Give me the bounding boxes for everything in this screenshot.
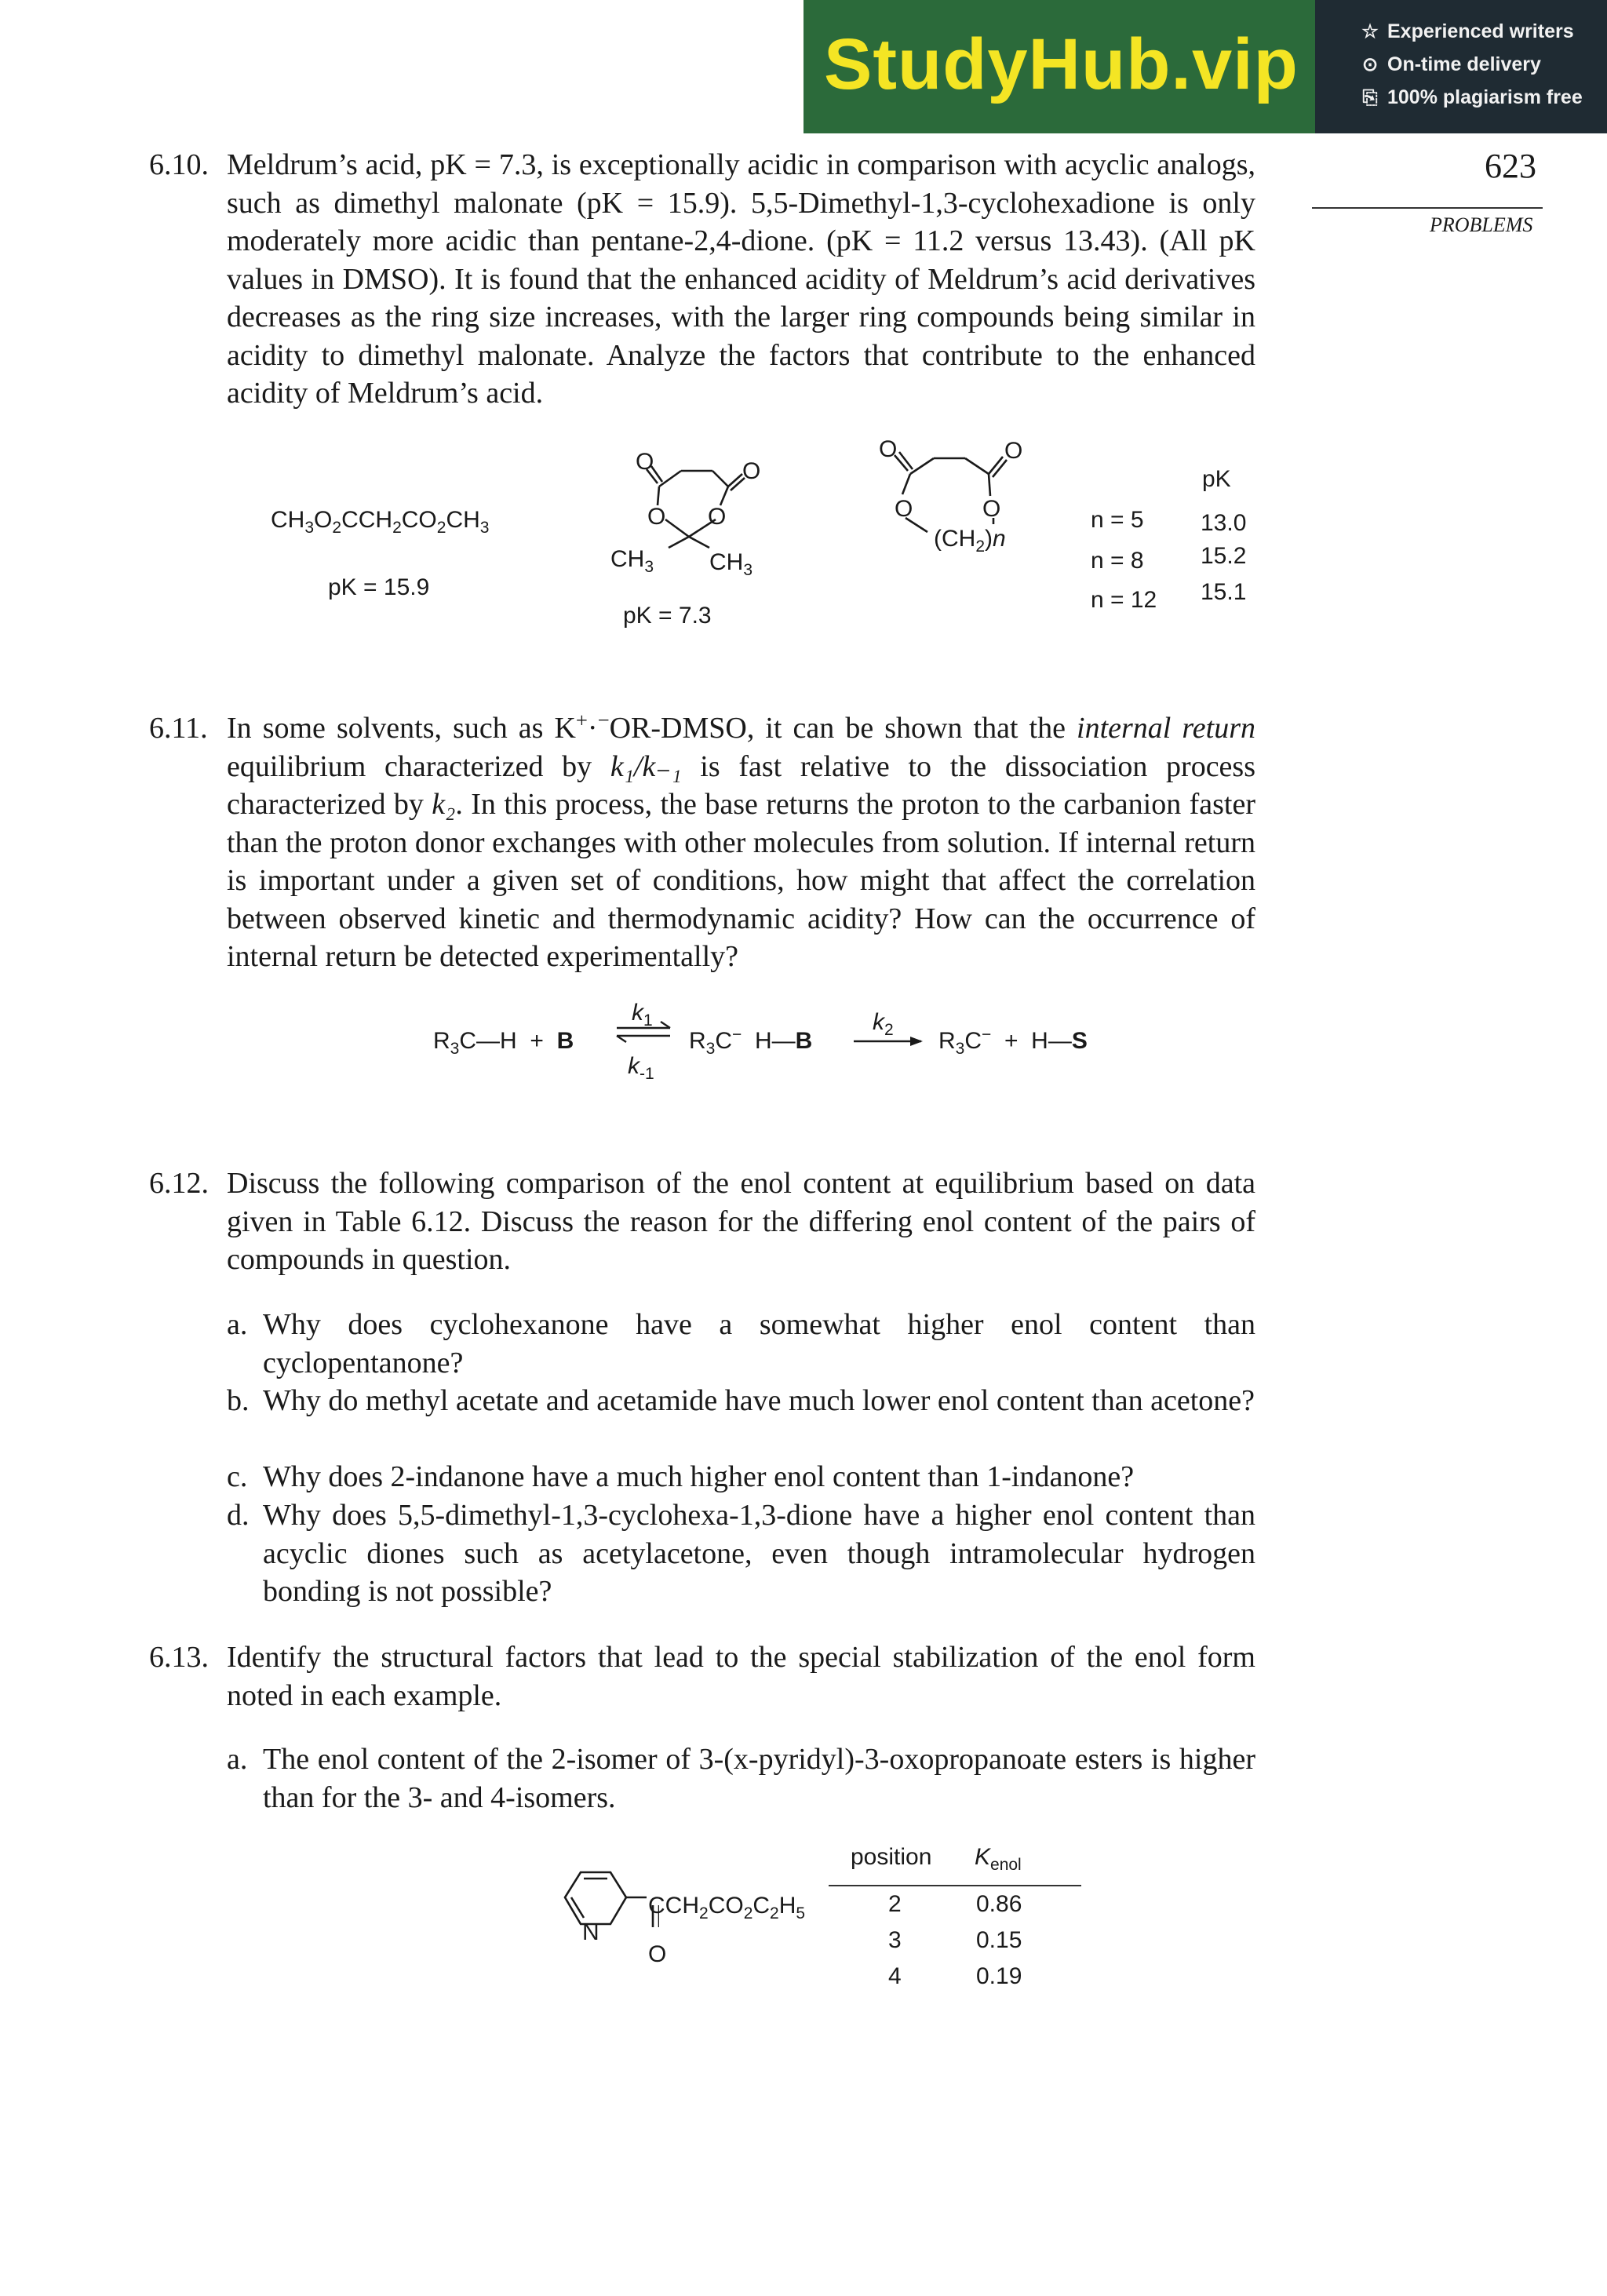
ring-size-n: n = 5	[1091, 507, 1144, 533]
malonate-pk: pK = 15.9	[328, 574, 430, 600]
problem-text: Meldrum’s acid, pK = 7.3, is exceptionally acidic in comparison with acyclic analogs, such as dimethyl malonate (pK = 15.9). 5,5-Dimethyl-1,3-cyclohexadione is only moderately more acidic than pentane-2,4-dione. (pK = 11.2 versus 13.43). (All pK values in DMSO). It is found that the enhanced acidity of Meldrum’s acid derivatives decreases as the ring size increases, with the larger ring compounds being similar in acidity to dimethyl malonate. Analyze the factors that contribute to the enhanced acidity of Meldrum’s acid.	[227, 148, 1255, 410]
problem-text: In some solvents, such as K+·−OR-DMSO, it can be shown that the internal return equilibrium characterized by k₁/k₋₁ is fast relative to the dissociation process characterized by k₂. In this process, the base returns the proton to the carbanion faster than the proton donor exchanges with other molecules from solution. If internal return is important under a given set of conditions, how might that affect the correlation between observed kinetic and thermodynamic acidity? How can the occurrence of internal return be detected experimentally?	[227, 708, 1256, 973]
svg-text:O: O	[708, 504, 727, 530]
meldrum-ch3-right: $CH_3$	[709, 549, 753, 579]
table-header-rule	[829, 1885, 1081, 1886]
clock-icon: ⊙	[1361, 54, 1379, 75]
sub-question: c. Why does 2-indanone have a much higher enol content than 1-indanone?	[227, 1460, 1135, 1493]
pk-column-header: pK	[1202, 466, 1231, 492]
problem-number: 6.13.	[149, 1641, 209, 1674]
table-header-position: position	[851, 1844, 932, 1870]
acyl-chain-formula: $CCH_2CO_2C_2H_5$	[648, 1893, 806, 1922]
feature-tag-label: 100% plagiarism free	[1387, 86, 1583, 108]
table-cell: 0.15	[976, 1927, 1022, 1953]
ring-size-n: n = 8	[1091, 548, 1144, 574]
brand-logo-text[interactable]: StudyHub.vip	[824, 24, 1299, 104]
table-cell: 0.19	[976, 1963, 1022, 1989]
ring-pk-value: 15.2	[1201, 543, 1247, 569]
sub-question: b. Why do methyl acetate and acetamide have much lower enol content than acetone?	[227, 1384, 1255, 1417]
ring-size-n: n = 12	[1091, 587, 1157, 613]
problem-number: 6.12.	[149, 1167, 209, 1200]
feature-tag	[1359, 86, 1583, 109]
star-icon: ☆	[1361, 21, 1379, 42]
meldrum-pk: pK = 7.3	[623, 603, 712, 629]
feature-tag-label: Experienced writers	[1387, 20, 1574, 42]
rate-k-1: $k_{-1}$	[628, 1053, 654, 1083]
problem-number: 6.11.	[149, 712, 208, 745]
pyridyl-ketoester-structure	[549, 1860, 659, 1985]
ring-pk-value: 13.0	[1201, 510, 1247, 536]
meldrum-ch3-left: $CH_3$	[610, 546, 654, 576]
feature-tag	[1359, 53, 1541, 76]
table-cell: 2	[888, 1891, 902, 1917]
table-cell: 3	[888, 1927, 902, 1953]
svg-text:O: O	[1004, 438, 1023, 464]
svg-text:O: O	[982, 496, 1001, 522]
rate-k1: $k_1$	[632, 1000, 653, 1030]
problem-number: 6.10.	[149, 148, 209, 181]
svg-text:O: O	[647, 504, 666, 530]
rate-k2: $k_2$	[873, 1009, 894, 1039]
svg-text:O: O	[895, 496, 913, 522]
section-running-head: PROBLEMS	[1430, 213, 1533, 236]
svg-text:O: O	[879, 436, 898, 462]
ring-pk-value: 15.1	[1201, 579, 1247, 605]
carbonyl-oxygen: O	[648, 1941, 667, 1967]
studyhub-banner[interactable]	[804, 0, 1607, 133]
feature-tag-label: On-time delivery	[1387, 53, 1541, 75]
sub-question: a. The enol content of the 2-isomer of 3-(x-pyridyl)-3-oxopropanoate esters is higher than for the 3- and 4-isomers.	[227, 1743, 1255, 1814]
products: $R_3C^-$ + H—S	[938, 1026, 1088, 1058]
sub-question: a. Why does cyclohexanone have a somewhat higher enol content than cyclopentanone?	[227, 1308, 1255, 1379]
feature-tags	[1315, 0, 1607, 133]
document-icon: ⎘	[1362, 86, 1378, 108]
table-header-kenol: $K_{enol}$	[975, 1844, 1022, 1874]
table-cell: 0.86	[976, 1891, 1022, 1917]
dimethyl-malonate-formula: $CH_3O_2CCH_2CO_2CH_3$	[271, 507, 490, 537]
reactant-r3ch: $R_3C—H + B$	[433, 1028, 574, 1058]
margin-divider	[1312, 207, 1543, 209]
problem-text: Identify the structural factors that lead to the special stabilization of the enol form noted in each example.	[227, 1641, 1255, 1712]
ring-ch2n-label: $(CH_2)n$	[934, 526, 1006, 556]
sub-question: d. Why does 5,5-dimethyl-1,3-cyclohexa-1,3-dione have a higher enol content than acyclic diones such as acetylacetone, even though intramolecular hydrogen bonding is not possible?	[227, 1499, 1255, 1608]
ion-pair: $R_3C^-$ H—B	[689, 1026, 813, 1058]
svg-text:O: O	[742, 458, 761, 484]
pyridine-nitrogen: N	[582, 1919, 599, 1945]
brand-block[interactable]	[804, 0, 1315, 133]
table-cell: 4	[888, 1963, 902, 1989]
page-number: 623	[1485, 147, 1536, 185]
problem-text: Discuss the following comparison of the enol content at equilibrium based on data given in Table 6.12. Discuss the reason for the differing enol content of the pairs of compounds in question.	[227, 1167, 1255, 1276]
svg-text:O: O	[636, 449, 654, 475]
feature-tag	[1359, 20, 1574, 43]
